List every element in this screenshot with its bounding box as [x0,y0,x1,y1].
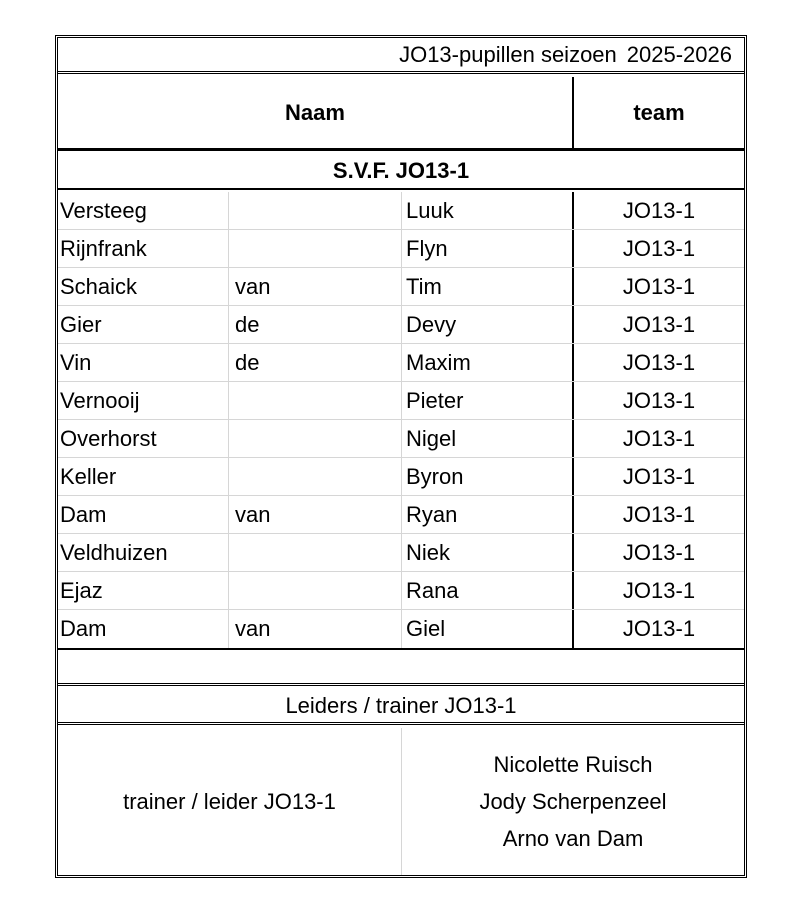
voornaam-cell: Maxim [402,344,574,381]
achternaam-cell: Dam [58,496,229,533]
team-cell: JO13-1 [622,273,696,299]
title-row [58,38,744,74]
trainer-block [58,728,744,875]
tussenvoegsel-cell: van [229,268,402,305]
table-row [58,192,744,230]
table-row [58,534,744,572]
table-row [58,458,744,496]
team-cell: JO13-1 [622,577,696,603]
table-row [58,268,744,306]
achternaam-cell: Vin [58,344,229,381]
table-row [58,306,744,344]
empty-row [58,650,744,686]
tussenvoegsel-cell [229,458,402,495]
header-row [58,77,744,151]
achternaam-cell: Schaick [58,268,229,305]
team-cell: JO13-1 [622,501,696,527]
tussenvoegsel-cell [229,230,402,267]
achternaam-cell: Dam [58,610,229,648]
roster-sheet [55,35,747,878]
trainer-role: trainer / leider JO13-1 [58,728,402,875]
trainer-name: Nicolette Ruisch [493,752,653,777]
players-table [58,192,744,648]
leiders-heading: Leiders / trainer JO13-1 [285,692,517,718]
leiders-row [58,689,744,725]
achternaam-cell: Ejaz [58,572,229,609]
tussenvoegsel-cell: de [229,306,402,343]
achternaam-cell: Overhorst [58,420,229,457]
tussenvoegsel-cell [229,382,402,419]
team-cell: JO13-1 [622,197,696,223]
voornaam-cell: Nigel [402,420,574,457]
voornaam-cell: Luuk [402,192,574,229]
tussenvoegsel-cell: de [229,344,402,381]
title-cell [58,38,732,71]
tussenvoegsel-cell: van [229,610,402,648]
team-cell: JO13-1 [622,387,696,413]
season-text: 2025-2026 [626,41,732,67]
voornaam-cell: Pieter [402,382,574,419]
achternaam-cell: Keller [58,458,229,495]
team-cell: JO13-1 [622,349,696,375]
voornaam-cell: Giel [402,610,574,648]
table-row [58,420,744,458]
team-cell: JO13-1 [622,311,696,337]
trainer-name: Jody Scherpenzeel [479,789,667,814]
achternaam-cell: Gier [58,306,229,343]
tussenvoegsel-cell [229,420,402,457]
voornaam-cell: Niek [402,534,574,571]
table-row [58,496,744,534]
header-naam: Naam [58,77,574,148]
club-name: S.V.F. JO13-1 [332,158,470,183]
achternaam-cell: Vernooij [58,382,229,419]
team-cell: JO13-1 [622,616,696,641]
team-cell: JO13-1 [622,235,696,261]
trainer-names [402,728,744,875]
tussenvoegsel-cell: van [229,496,402,533]
achternaam-cell: Rijnfrank [58,230,229,267]
voornaam-cell: Tim [402,268,574,305]
voornaam-cell: Flyn [402,230,574,267]
tussenvoegsel-cell [229,534,402,571]
voornaam-cell: Devy [402,306,574,343]
title-text: JO13-pupillen seizoen [399,41,617,67]
table-row [58,572,744,610]
team-cell: JO13-1 [622,539,696,565]
table-row [58,230,744,268]
voornaam-cell: Byron [402,458,574,495]
tussenvoegsel-cell [229,572,402,609]
voornaam-cell: Rana [402,572,574,609]
team-cell: JO13-1 [622,463,696,489]
achternaam-cell: Versteeg [58,192,229,229]
tussenvoegsel-cell [229,192,402,229]
table-row [58,382,744,420]
trainer-name: Arno van Dam [502,826,644,851]
club-row [58,154,744,190]
achternaam-cell: Veldhuizen [58,534,229,571]
team-cell: JO13-1 [622,425,696,451]
voornaam-cell: Ryan [402,496,574,533]
table-row [58,610,744,648]
header-team: team [633,99,685,125]
table-row [58,344,744,382]
